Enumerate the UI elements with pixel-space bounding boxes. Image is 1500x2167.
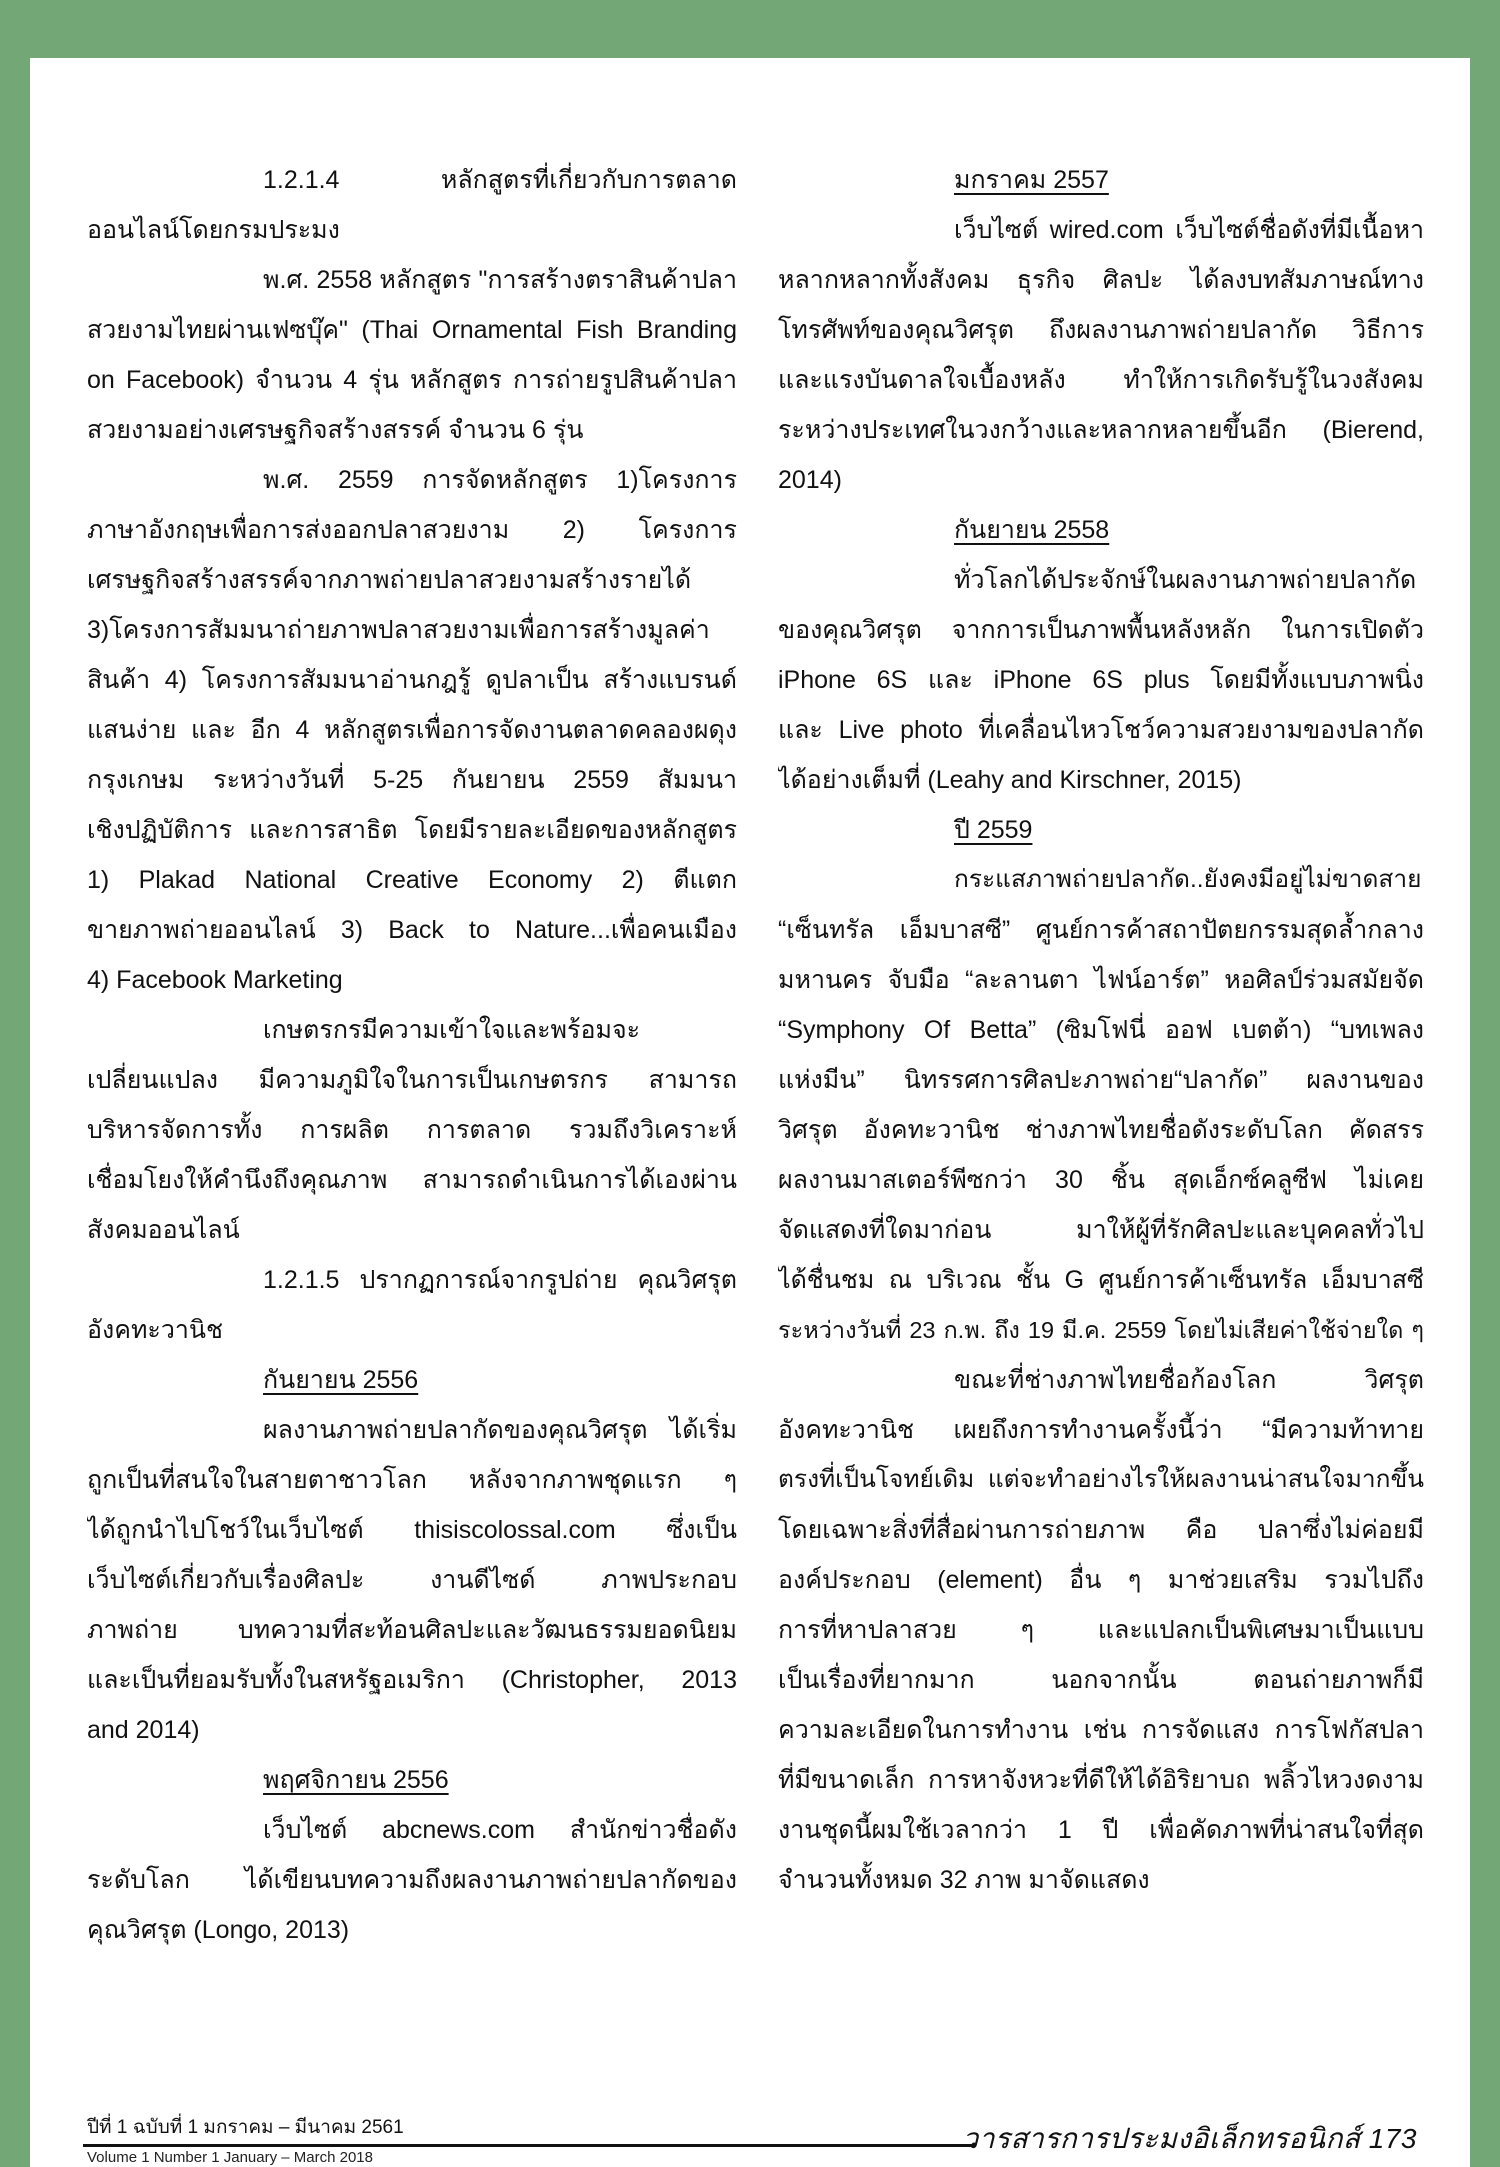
text-line: โทรศัพท์ของคุณวิศรุต ถึงผลงานภาพถ่ายปลากัด วิธีการ — [778, 316, 1424, 344]
footer-issue-english: Volume 1 Number 1 January – March 2018 — [87, 2149, 373, 2166]
text-line: ได้ชื่นชม ณ บริเวณ ชั้น G ศูนย์การค้าเซ็นทรัล เอ็มบาสซี — [778, 1266, 1424, 1294]
paragraph — [87, 1255, 737, 1355]
text-line: และเป็นที่ยอมรับทั้งในสหรัฐอเมริกา (Christopher, 2013 — [87, 1666, 737, 1694]
heading-text: พฤศจิกายน 2556 — [263, 1766, 449, 1794]
text-line: โดยเฉพาะสิ่งที่สื่อผ่านการถ่ายภาพ คือ ปลาซึ่งไม่ค่อยมี — [778, 1516, 1424, 1544]
text-line: จัดแสดงที่ใดมาก่อน มาให้ผู้ที่รักศิลปะและบุคคลทั่วไป — [778, 1216, 1424, 1244]
text-line: ถูกเป็นที่สนใจในสายตาชาวโลก หลังจากภาพชุดแรก ๆ — [87, 1466, 737, 1494]
paragraph — [778, 855, 1424, 1355]
text-line: ขายภาพถ่ายออนไลน์ 3) Back to Nature...เพื่อคนเมือง — [87, 916, 737, 944]
text-line: บริหารจัดการทั้ง การผลิต การตลาด รวมถึงวิเคราะห์ — [87, 1116, 737, 1144]
footer-divider — [83, 2144, 975, 2147]
heading-text: กันยายน 2558 — [954, 516, 1110, 544]
paragraph — [87, 455, 737, 1005]
paragraph — [87, 1805, 737, 1955]
heading-text: มกราคม 2557 — [954, 166, 1109, 194]
section-date-heading — [778, 155, 1424, 205]
text-line: คุณวิศรุต (Longo, 2013) — [87, 1916, 350, 1944]
paragraph — [778, 205, 1424, 505]
text-line: ของคุณวิศรุต จากการเป็นภาพพื้นหลังหลัก ในการเปิดตัว — [778, 616, 1424, 644]
text-line: องค์ประกอบ (element) อื่น ๆ มาช่วยเสริม รวมไปถึง — [778, 1566, 1424, 1594]
text-line: หลากหลากทั้งสังคม ธุรกิจ ศิลปะ ได้ลงบทสัมภาษณ์ทาง — [778, 266, 1424, 294]
right-column — [778, 155, 1424, 1905]
text-line: สวยงามอย่างเศรษฐกิจสร้างสรรค์ จำนวน 6 รุ่น — [87, 416, 584, 444]
journal-running-title — [962, 2121, 1417, 2157]
paragraph — [778, 1355, 1424, 1905]
text-line: ได้อย่างเต็มที่ (Leahy and Kirschner, 2015) — [778, 766, 1242, 794]
text-line: 1.2.1.4 หลักสูตรที่เกี่ยวกับการตลาด — [263, 166, 737, 194]
text-line: เชิงปฏิบัติการ และการสาธิต โดยมีรายละเอียดของหลักสูตร — [87, 816, 737, 844]
text-line: 2014) — [778, 466, 842, 494]
section-date-heading — [87, 1355, 737, 1405]
text-line: มหานคร จับมือ “ละลานตา ไฟน์อาร์ต” หอศิลป์ร่วมสมัยจัด — [778, 966, 1424, 994]
text-line: 4) Facebook Marketing — [87, 966, 343, 994]
text-line: ทั่วโลกได้ประจักษ์ในผลงานภาพถ่ายปลากัด — [954, 566, 1417, 594]
text-line: เปลี่ยนแปลง มีความภูมิใจในการเป็นเกษตรกร สามารถ — [87, 1066, 737, 1094]
text-line: การที่หาปลาสวย ๆ และแปลกเป็นพิเศษมาเป็นแบบ — [778, 1616, 1424, 1644]
text-line: สวยงามไทยผ่านเฟซบุ๊ค" (Thai Ornamental Fish Branding — [87, 316, 737, 344]
text-line: ออนไลน์โดยกรมประมง — [87, 216, 340, 244]
section-date-heading — [778, 505, 1424, 555]
heading-text: กันยายน 2556 — [263, 1366, 419, 1394]
text-line: เว็บไซต์ wired.com เว็บไซต์ชื่อดังที่มีเนื้อหา — [954, 216, 1424, 244]
heading-text: ปี 2559 — [954, 816, 1033, 844]
text-line: พ.ศ. 2559 การจัดหลักสูตร 1)โครงการ — [263, 466, 737, 494]
text-line: อังคทะวานิช — [87, 1316, 223, 1344]
section-date-heading — [778, 805, 1424, 855]
text-line: iPhone 6S และ iPhone 6S plus โดยมีทั้งแบบภาพนิ่ง — [778, 666, 1424, 694]
text-line: 1.2.1.5 ปรากฏการณ์จากรูปถ่าย คุณวิศรุต — [263, 1266, 737, 1294]
paragraph — [778, 555, 1424, 805]
text-line: and 2014) — [87, 1716, 200, 1744]
text-line: พ.ศ. 2558 หลักสูตร "การสร้างตราสินค้าปลา — [263, 266, 737, 294]
journal-title: วารสารการประมงอิเล็กทรอนิกส์ — [962, 2123, 1361, 2154]
text-line: ระดับโลก ได้เขียนบทความถึงผลงานภาพถ่ายปลากัดของ — [87, 1866, 737, 1894]
text-line: ขณะที่ช่างภาพไทยชื่อก้องโลก วิศรุต — [954, 1366, 1424, 1394]
text-line: 1) Plakad National Creative Economy 2) ตีแตก — [87, 866, 737, 894]
text-line: ระหว่างวันที่ 23 ก.พ. ถึง 19 มี.ค. 2559 โดยไม่เสียค่าใช้จ่ายใด ๆ — [778, 1317, 1424, 1343]
text-line: กรุงเกษม ระหว่างวันที่ 5-25 กันยายน 2559 สัมมนา — [87, 766, 737, 794]
text-line: แสนง่าย และ อีก 4 หลักสูตรเพื่อการจัดงานตลาดคลองผดุง — [87, 716, 737, 744]
text-line: 3)โครงการสัมมนาถ่ายภาพปลาสวยงามเพื่อการสร้างมูลค่า — [87, 616, 710, 644]
text-line: ระหว่างประเทศในวงกว้างและหลากหลายขึ้นอีก (Bierend, — [778, 416, 1424, 444]
text-line: และ Live photo ที่เคลื่อนไหวโชว์ความสวยงามของปลากัด — [778, 716, 1424, 744]
text-line: “Symphony Of Betta” (ซิมโฟนี่ ออฟ เบตต้า) “บทเพลง — [778, 1016, 1424, 1044]
paragraph — [87, 255, 737, 455]
text-line: งานชุดนี้ผมใช้เวลากว่า 1 ปี เพื่อคัดภาพที่น่าสนใจที่สุด — [778, 1816, 1424, 1844]
text-line: ภาพถ่าย บทความที่สะท้อนศิลปะและวัฒนธรรมยอดนิยม — [87, 1616, 737, 1644]
page-sheet — [30, 58, 1470, 2167]
text-line: วิศรุต อังคทะวานิช ช่างภาพไทยชื่อดังระดับโลก คัดสรร — [778, 1116, 1424, 1144]
text-line: ความละเอียดในการทำงาน เช่น การจัดแสง การโฟกัสปลา — [778, 1716, 1424, 1744]
text-line: เกษตรกรมีความเข้าใจและพร้อมจะ — [263, 1016, 641, 1044]
section-date-heading — [87, 1755, 737, 1805]
text-line: ผลงานภาพถ่ายปลากัดของคุณวิศรุต ได้เริ่ม — [263, 1416, 737, 1444]
text-line: เว็บไซต์เกี่ยวกับเรื่องศิลปะ งานดีไซด์ ภาพประกอบ — [87, 1566, 737, 1594]
text-line: ตรงที่เป็นโจทย์เดิม แต่จะทำอย่างไรให้ผลงานน่าสนใจมากขึ้น — [778, 1466, 1424, 1493]
text-line: ได้ถูกนำไปโชว์ในเว็บไซต์ thisiscolossal.com ซึ่งเป็น — [87, 1516, 737, 1544]
paragraph — [87, 1005, 737, 1255]
text-line: เว็บไซต์ abcnews.com สำนักข่าวชื่อดัง — [263, 1816, 737, 1844]
text-line: เป็นเรื่องที่ยากมาก นอกจากนั้น ตอนถ่ายภาพก็มี — [778, 1666, 1424, 1694]
footer-issue-thai: ปีที่ 1 ฉบับที่ 1 มกราคม – มีนาคม 2561 — [87, 2117, 404, 2138]
text-line: สังคมออนไลน์ — [87, 1216, 240, 1244]
text-line: ภาษาอังกฤษเพื่อการส่งออกปลาสวยงาม 2) โครงการ — [87, 516, 737, 544]
text-line: เชื่อมโยงให้คำนึงถึงคุณภาพ สามารถดำเนินการได้เองผ่าน — [87, 1166, 737, 1194]
text-line: เศรษฐกิจสร้างสรรค์จากภาพถ่ายปลาสวยงามสร้างรายได้ — [87, 566, 692, 594]
text-line: อังคทะวานิช เผยถึงการทำงานครั้งนี้ว่า “มีความท้าทาย — [778, 1416, 1424, 1444]
text-line: “เซ็นทรัล เอ็มบาสซี” ศูนย์การค้าสถาปัตยกรรมสุดล้ำกลาง — [778, 916, 1424, 944]
text-line: และแรงบันดาลใจเบื้องหลัง ทำให้การเกิดรับรู้ในวงสังคม — [778, 366, 1424, 394]
text-line: กระแสภาพถ่ายปลากัด..ยังคงมีอยู่ไม่ขาดสาย — [954, 866, 1422, 893]
text-line: ที่มีขนาดเล็ก การหาจังหวะที่ดีให้ได้อิริยาบถ พลิ้วไหวงดงาม — [778, 1766, 1424, 1794]
text-line: จำนวนทั้งหมด 32 ภาพ มาจัดแสดง — [778, 1866, 1150, 1894]
text-line: แห่งมีน” นิทรรศการศิลปะภาพถ่าย“ปลากัด” ผลงานของ — [778, 1066, 1424, 1094]
text-line: ผลงานมาสเตอร์พีซกว่า 30 ชิ้น สุดเอ็กซ์คลูซีฟ ไม่เคย — [778, 1166, 1424, 1194]
page-number: 173 — [1368, 2123, 1417, 2154]
paragraph — [87, 155, 737, 255]
paragraph — [87, 1405, 737, 1755]
text-line: on Facebook) จำนวน 4 รุ่น หลักสูตร การถ่ายรูปสินค้าปลา — [87, 366, 737, 394]
left-column — [87, 155, 737, 1955]
text-line: สินค้า 4) โครงการสัมมนาอ่านกฎรู้ ดูปลาเป็น สร้างแบรนด์ — [87, 666, 737, 694]
